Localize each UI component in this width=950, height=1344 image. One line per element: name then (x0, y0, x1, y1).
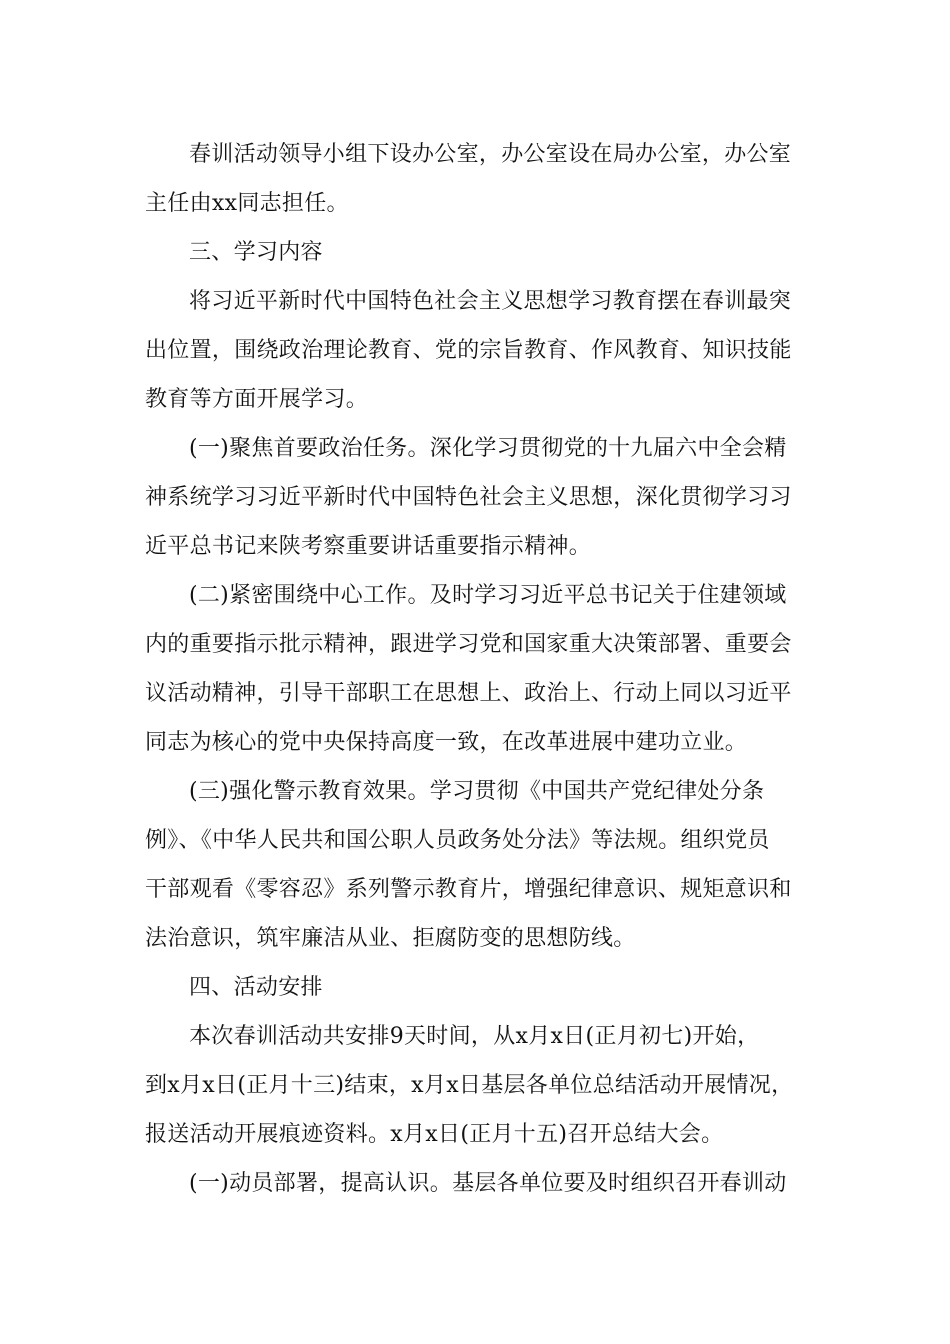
text-line: 本次春训活动共安排9天时间，从x月x日(正月初七)开始， (189, 1024, 760, 1049)
text-line: 出位置，围绕政治理论教育、党的宗旨教育、作风教育、知识技能 (145, 338, 792, 363)
text-line: 例》、《中华人民共和国公职人员政务处分法》等法规。组织党员 (145, 828, 770, 853)
text-line: (一)动员部署，提高认识。基层各单位要及时组织召开春训动 (189, 1171, 787, 1196)
text-line: (二)紧密围绕中心工作。及时学习习近平总书记关于住建领域 (189, 583, 787, 608)
text-line: 神系统学习习近平新时代中国特色社会主义思想，深化贯彻学习习 (145, 485, 792, 510)
text-line: 春训活动领导小组下设办公室，办公室设在局办公室，办公室 (189, 142, 792, 167)
text-line: 议活动精神，引导干部职工在思想上、政治上、行动上同以习近平 (145, 681, 792, 706)
text-line: 同志为核心的党中央保持高度一致，在改革进展中建功立业。 (145, 730, 748, 755)
document-body (145, 130, 810, 1208)
text-line: 内的重要指示批示精神，跟进学习党和国家重大决策部署、重要会 (145, 632, 792, 657)
section-heading: 三、学习内容 (189, 240, 323, 265)
text-line: 到x月x日(正月十三)结束，x月x日基层各单位总结活动开展情况， (145, 1073, 794, 1098)
text-line: (三)强化警示教育效果。学习贯彻《中国共产党纪律处分条 (189, 779, 765, 804)
section-heading: 四、活动安排 (189, 975, 323, 1000)
text-line: 将习近平新时代中国特色社会主义思想学习教育摆在春训最突 (189, 289, 792, 314)
text-line: 法治意识，筑牢廉洁从业、拒腐防变的思想防线。 (145, 926, 636, 951)
text-line: 主任由xx同志担任。 (145, 191, 349, 216)
text-line: (一)聚焦首要政治任务。深化学习贯彻党的十九届六中全会精 (189, 436, 787, 461)
text-line: 报送活动开展痕迹资料。x月x日(正月十五)召开总结大会。 (145, 1122, 724, 1147)
text-line: 近平总书记来陕考察重要讲话重要指示精神。 (145, 534, 592, 559)
text-line: 教育等方面开展学习。 (145, 387, 369, 412)
text-line: 干部观看《零容忍》系列警示教育片，增强纪律意识、规矩意识和 (145, 877, 792, 902)
